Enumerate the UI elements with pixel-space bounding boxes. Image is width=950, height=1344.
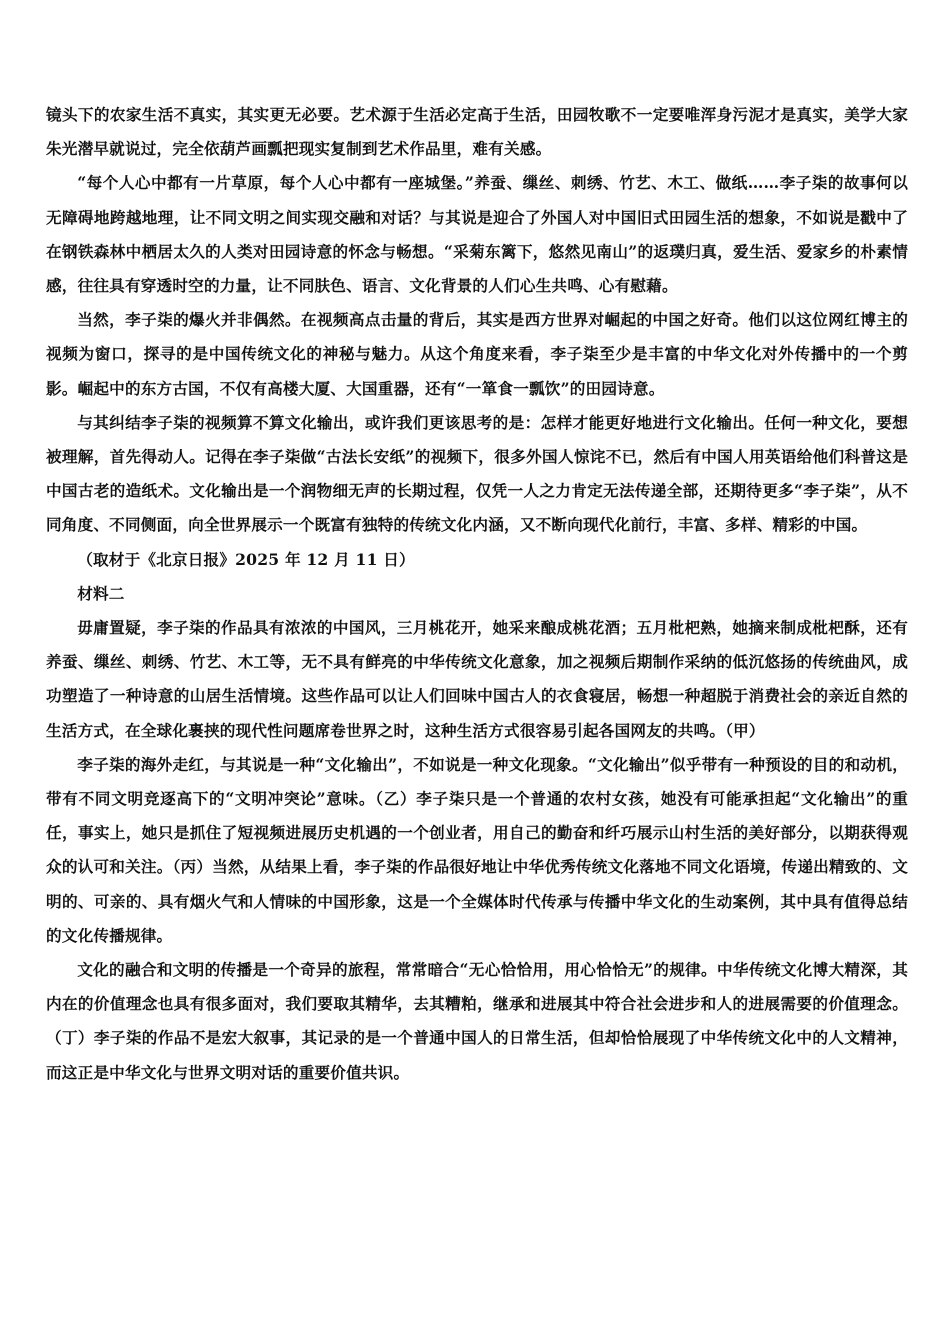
paragraph: 毋庸置疑，李子柒的作品具有浓浓的中国风，三月桃花开，她采来酿成桃花酒；五月枇杷熟，她摘来制成枇杷酥，还有养蚕、缫丝、刺绣、竹艺、木工等，无不具有鲜亮的中华传统文化意象，加之视频后期制作采纳的低沉悠扬的传统曲风，成功塑造了一种诗意的山居生活情境。这些作品可以让人们回味中国古人的衣食寝居，畅想一种超脱于消费社会的亲近自然的生活方式，在全球化裹挟的现代性问题席卷世界之时，这种生活方式很容易引起各国网友的共鸣。（甲） xyxy=(46,618,908,740)
paragraph: 与其纠结李子柒的视频算不算文化输出，或许我们更该思考的是：怎样才能更好地进行文化输出。任何一种文化，要想被理解，首先得动人。记得在李子柒做“古法长安纸”的视频下，很多外国人惊诧不已，然后有中国人用英语给他们科普这是中国古老的造纸术。文化输出是一个润物细无声的长期过程，仅凭一人之力肯定无法传递全部，还期待更多“李子柒”，从不同角度、不同侧面，向全世界展示一个既富有独特的传统文化内涵，又不断向现代化前行，丰富、多样、精彩的中国。 xyxy=(46,412,908,535)
section-heading: 材料二 xyxy=(77,583,125,603)
source-citation: （取材于《北京日报》2025 年 12 月 11 日） xyxy=(77,549,415,569)
paragraph: 当然，李子柒的爆火并非偶然。在视频高点击量的背后，其实是西方世界对崛起的中国之好奇。他们以这位网红博主的视频为窗口，探寻的是中国传统文化的神秘与魅力。从这个角度来看，李子柒至少是丰富的中华文化对外传播中的一个剪影。崛起中的东方古国，不仅有高楼大厦、大国重器，还有“一箪食一瓢饮”的田园诗意。 xyxy=(46,310,908,398)
article-body xyxy=(46,98,908,1090)
paragraph-continuation: 镜头下的农家生活不真实，其实更无必要。艺术源于生活必定高于生活，田园牧歌不一定要唯浑身污泥才是真实，美学大家朱光潜早就说过，完全依葫芦画瓢把现实复制到艺术作品里，难有关感。 xyxy=(46,105,908,159)
paragraph: 李子柒的海外走红，与其说是一种“文化输出”，不如说是一种文化现象。“文化输出”似乎带有一种预设的目的和动机，带有不同文明竞逐高下的“文明冲突论”意味。（乙）李子柒只是一个普通的农村女孩，她没有可能承担起“文化输出”的重任，事实上，她只是抓住了短视频进展历史机遇的一个创业者，用自己的勤奋和纤巧展示山村生活的美好部分，以期获得观众的认可和关注。（丙）当然，从结果上看，李子柒的作品很好地让中华优秀传统文化落地不同文化语境，传递出精致的、文明的、可亲的、具有烟火气和人情味的中国形象，这是一个全媒体时代传承与传播中华文化的生动案例，其中具有值得总结的文化传播规律。 xyxy=(46,754,908,945)
paragraph: “每个人心中都有一片草原，每个人心中都有一座城堡。”养蚕、缫丝、刺绣、竹艺、木工、做纸……李子柒的故事何以无障碍地跨越地理，让不同文明之间实现交融和对话？与其说是迎合了外国人对中国旧式田园生活的想象，不如说是戳中了在钢铁森林中栖居太久的人类对田园诗意的怀念与畅想。“采菊东篱下，悠然见南山”的返璞归真，爱生活、爱家乡的朴素情感，往往具有穿透时空的力量，让不同肤色、语言、文化背景的人们心生共鸣、心有慰藉。 xyxy=(46,173,908,296)
paragraph: 文化的融合和文明的传播是一个奇异的旅程，常常暗合“无心恰恰用，用心恰恰无”的规律。中华传统文化博大精深，其内在的价值理念也具有很多面对，我们要取其精华，去其糟粕，继承和进展其中符合社会进步和人的进展需要的价值理念。（丁）李子柒的作品不是宏大叙事，其记录的是一个普通中国人的日常生活，但却恰恰展现了中华传统文化中的人文精神，而这正是中华文化与世界文明对话的重要价值共识。 xyxy=(46,960,908,1082)
